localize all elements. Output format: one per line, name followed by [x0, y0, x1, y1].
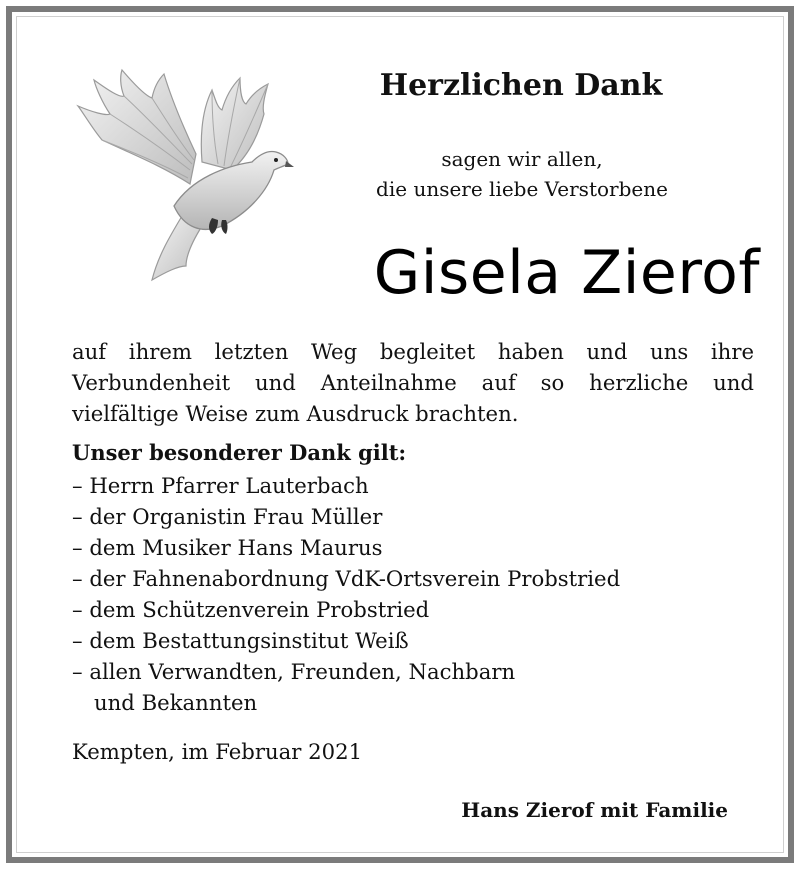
list-item: – allen Verwandten, Freunden, Nachbarn [72, 659, 516, 684]
subtitle-line-2: die unsere liebe Verstorbene [376, 177, 668, 201]
list-item: – dem Musiker Hans Maurus [72, 535, 383, 560]
subtitle [312, 144, 732, 204]
list-item-continuation: und Bekannten [94, 690, 258, 715]
deceased-name: Gisela Zierof [373, 238, 760, 308]
heading-title: Herzlichen Dank [379, 68, 663, 103]
notice-card [12, 12, 788, 857]
thanks-list [72, 470, 620, 718]
list-item: – dem Bestattungsinstitut Weiß [72, 628, 409, 653]
dove-icon [62, 66, 294, 288]
notice-frame [6, 6, 794, 863]
subtitle-line-1: sagen wir allen, [441, 147, 603, 171]
list-item: – der Organistin Frau Müller [72, 504, 383, 529]
list-item: – Herrn Pfarrer Lauterbach [72, 473, 369, 498]
signature: Hans Zierof mit Familie [461, 798, 728, 822]
thanks-heading: Unser besonderer Dank gilt: [72, 440, 407, 465]
body-paragraph: auf ihrem letzten Weg begleitet haben und uns ihre Verbundenheit und Anteilnahme auf so herzliche und vielfältige Weise zum Ausdruck brachten. [72, 339, 754, 426]
list-item: – dem Schützenverein Probstried [72, 597, 430, 622]
place-date: Kempten, im Februar 2021 [72, 739, 363, 764]
list-item: – der Fahnenabordnung VdK-Ortsverein Probstried [72, 566, 621, 591]
